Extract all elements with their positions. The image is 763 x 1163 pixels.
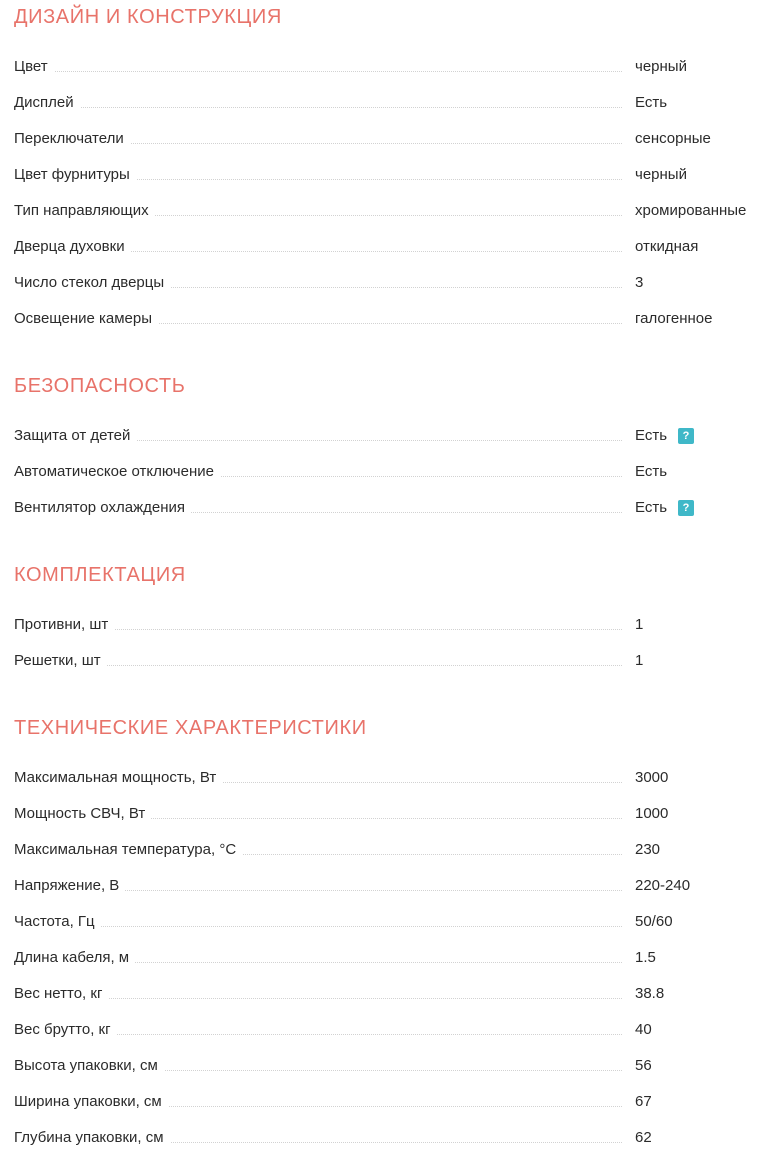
spec-value-text: 1 <box>635 652 644 669</box>
spec-value <box>635 983 664 1005</box>
spec-value-text: 38.8 <box>635 985 665 1002</box>
spec-label: Автоматическое отключение <box>14 461 220 483</box>
spec-value <box>635 164 687 186</box>
spec-value <box>635 650 643 672</box>
spec-value <box>635 272 643 294</box>
spec-value <box>635 1055 652 1077</box>
spec-value-text: черный <box>635 166 687 183</box>
spec-label: Вес нетто, кг <box>14 983 108 1005</box>
help-icon[interactable]: ? <box>678 428 694 444</box>
spec-value-text: 230 <box>635 841 661 858</box>
dotted-leader <box>14 926 622 927</box>
spec-label: Защита от детей <box>14 425 136 447</box>
spec-value <box>635 200 746 222</box>
spec-label: Частота, Гц <box>14 911 101 933</box>
spec-value <box>635 803 668 825</box>
section-title: БЕЗОПАСНОСТЬ <box>14 375 186 397</box>
spec-value <box>635 947 656 969</box>
spec-row <box>14 911 763 933</box>
spec-label: Вентилятор охлаждения <box>14 497 191 519</box>
spec-value-text: хромированные <box>635 202 747 219</box>
spec-row <box>14 839 763 861</box>
spec-label: Максимальная мощность, Вт <box>14 767 222 789</box>
spec-value <box>635 497 694 519</box>
spec-label: Вес брутто, кг <box>14 1019 117 1041</box>
spec-value-text: Есть <box>635 463 668 480</box>
spec-value <box>635 911 673 933</box>
spec-value <box>635 839 660 861</box>
spec-value-text: 220-240 <box>635 877 691 894</box>
spec-value <box>635 92 667 114</box>
spec-row <box>14 803 763 825</box>
spec-value <box>635 236 698 258</box>
spec-value-text: 1000 <box>635 805 669 822</box>
spec-label: Высота упаковки, см <box>14 1055 164 1077</box>
spec-row <box>14 1019 763 1041</box>
section-title: КОМПЛЕКТАЦИЯ <box>14 564 186 586</box>
spec-label: Число стекол дверцы <box>14 272 170 294</box>
spec-label: Дисплей <box>14 92 80 114</box>
spec-row <box>14 614 763 636</box>
spec-label: Цвет фурнитуры <box>14 164 136 186</box>
section-title: ДИЗАЙН И КОНСТРУКЦИЯ <box>14 6 282 28</box>
spec-value-text: Есть <box>635 499 668 516</box>
spec-row <box>14 272 763 294</box>
spec-row <box>14 767 763 789</box>
dotted-leader <box>14 107 622 108</box>
spec-value-text: 3000 <box>635 769 669 786</box>
spec-value <box>635 1091 652 1113</box>
spec-row <box>14 425 763 447</box>
spec-row <box>14 128 763 150</box>
spec-row <box>14 461 763 483</box>
spec-value-text: 1 <box>635 616 644 633</box>
spec-row <box>14 56 763 78</box>
dotted-leader <box>14 71 622 72</box>
spec-label: Длина кабеля, м <box>14 947 135 969</box>
spec-label: Мощность СВЧ, Вт <box>14 803 151 825</box>
spec-value <box>635 1127 652 1149</box>
spec-row <box>14 875 763 897</box>
spec-row <box>14 983 763 1005</box>
spec-row <box>14 650 763 672</box>
spec-value-text: 50/60 <box>635 913 673 930</box>
spec-row <box>14 1055 763 1077</box>
spec-value-text: Есть <box>635 94 668 111</box>
spec-label: Тип направляющих <box>14 200 155 222</box>
help-icon[interactable]: ? <box>678 500 694 516</box>
spec-row <box>14 200 763 222</box>
spec-value <box>635 128 711 150</box>
spec-value-text: 40 <box>635 1021 652 1038</box>
spec-label: Цвет <box>14 56 54 78</box>
spec-value-text: 67 <box>635 1093 652 1110</box>
spec-value-text: 56 <box>635 1057 652 1074</box>
spec-value <box>635 56 687 78</box>
spec-value-text: откидная <box>635 238 699 255</box>
spec-value <box>635 614 643 636</box>
spec-label: Переключатели <box>14 128 130 150</box>
spec-value-text: галогенное <box>635 310 713 327</box>
spec-value <box>635 425 694 447</box>
spec-value <box>635 875 690 897</box>
spec-label: Дверца духовки <box>14 236 131 258</box>
spec-label: Решетки, шт <box>14 650 107 672</box>
spec-value-text: сенсорные <box>635 130 711 147</box>
spec-value-text: 1.5 <box>635 949 656 966</box>
spec-row <box>14 164 763 186</box>
spec-row <box>14 1091 763 1113</box>
spec-label: Напряжение, В <box>14 875 125 897</box>
spec-label: Ширина упаковки, см <box>14 1091 168 1113</box>
spec-value-text: 3 <box>635 274 644 291</box>
spec-row <box>14 947 763 969</box>
spec-row <box>14 308 763 330</box>
spec-label: Глубина упаковки, см <box>14 1127 170 1149</box>
spec-row <box>14 1127 763 1149</box>
spec-row <box>14 236 763 258</box>
spec-value-text: черный <box>635 58 687 75</box>
spec-value <box>635 767 668 789</box>
spec-row <box>14 497 763 519</box>
section-title: ТЕХНИЧЕСКИЕ ХАРАКТЕРИСТИКИ <box>14 717 367 739</box>
spec-label: Максимальная температура, °С <box>14 839 242 861</box>
spec-value <box>635 308 712 330</box>
spec-label: Освещение камеры <box>14 308 158 330</box>
spec-value <box>635 461 667 483</box>
spec-value-text: Есть <box>635 427 668 444</box>
spec-value <box>635 1019 652 1041</box>
spec-row <box>14 92 763 114</box>
spec-label: Противни, шт <box>14 614 114 636</box>
spec-value-text: 62 <box>635 1129 652 1146</box>
